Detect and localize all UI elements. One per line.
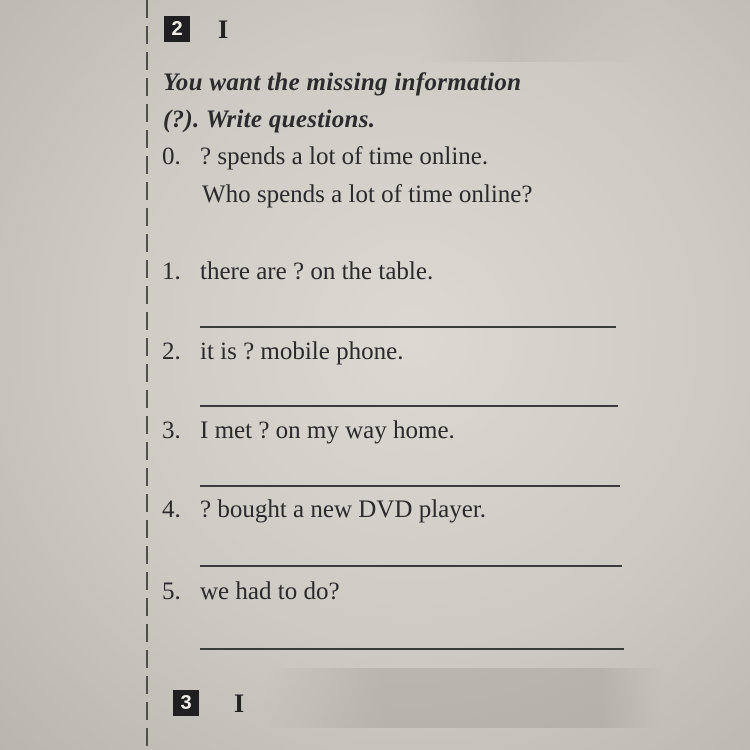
- answer-line-5[interactable]: [200, 648, 624, 650]
- exercise-3-level-mark: I: [234, 689, 245, 718]
- exercise-2-number-badge: [164, 16, 190, 42]
- exercise-2-instructions: [163, 64, 643, 138]
- instructions-line-1: You want the missing information: [163, 69, 522, 96]
- item-number: 3.: [162, 417, 181, 444]
- exercise-item-3: [162, 416, 455, 446]
- shaded-area-bottom: [262, 668, 662, 728]
- shaded-area-top: [420, 0, 650, 62]
- item-prompt: ? spends a lot of time online.: [200, 143, 489, 170]
- exercise-item-5: [162, 577, 340, 607]
- exercise-3-number: 3: [180, 692, 192, 714]
- item-number: 4.: [162, 496, 181, 523]
- instructions-line-2: (?). Write questions.: [163, 106, 376, 133]
- answer-line-4[interactable]: [200, 565, 622, 567]
- exercise-item-0: [162, 142, 488, 172]
- item-number: 5.: [162, 578, 181, 605]
- exercise-2-number: 2: [171, 18, 183, 40]
- exercise-item-1: [162, 257, 433, 287]
- item-number: 0.: [162, 143, 181, 170]
- item-prompt: we had to do?: [200, 578, 340, 605]
- item-prompt: I met ? on my way home.: [200, 417, 455, 444]
- exercise-item-2: [162, 337, 403, 367]
- answer-line-2[interactable]: [200, 405, 618, 407]
- item-prompt: ? bought a new DVD player.: [200, 496, 487, 523]
- item-prompt: there are ? on the table.: [200, 258, 434, 285]
- answer-line-1[interactable]: [200, 326, 616, 328]
- item-number: 2.: [162, 338, 181, 365]
- margin-rule: [146, 0, 148, 750]
- exercise-item-4: [162, 495, 486, 525]
- item-prompt: it is ? mobile phone.: [200, 338, 404, 365]
- exercise-2-level-mark: I: [218, 15, 229, 44]
- exercise-3-number-badge: [173, 690, 199, 716]
- answer-line-3[interactable]: [200, 485, 620, 487]
- example-answer: Who spends a lot of time online?: [202, 181, 533, 208]
- item-number: 1.: [162, 258, 181, 285]
